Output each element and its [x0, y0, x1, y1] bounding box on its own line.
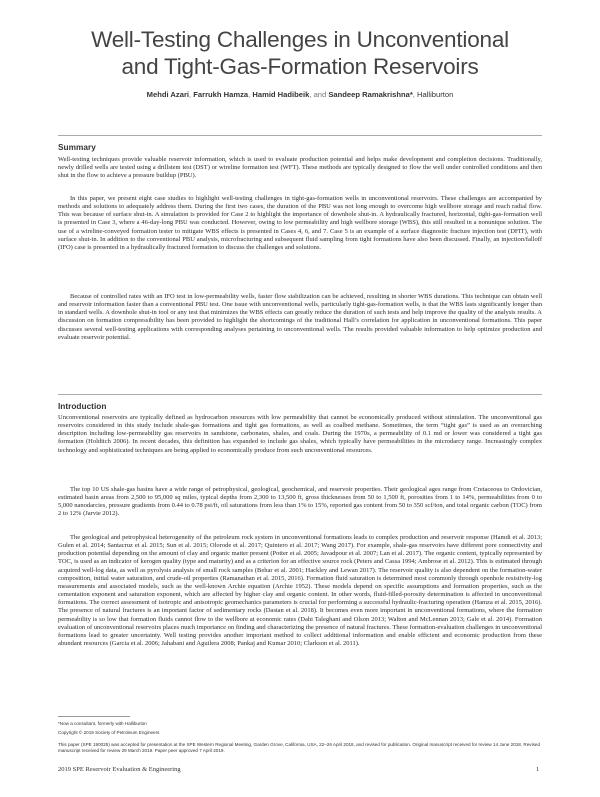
author-2: Farrukh Hamza — [193, 90, 249, 99]
introduction-paragraph-1: Unconventional reservoirs are typically defined as hydrocarbon resources with low permeability that cannot be economically produced without stimulation. The unconventional gas reservoirs considered in this study include shale-gas formations and tight gas formations, as well as coalbed methane. Sometimes, the term “tight gas” is used as an overarching description including low-permeability gas reservoirs in sandstone, carbonates, shales, and coals. During the 1970s, a permeability of 0.1 md or lower was considered a tight gas formation (Holditch 2006). In recent decades, this definition has expanded to include gas shales, which typically have permeabilities in the microdarcy range. Increasingly complex technology and sophisticated techniques are being applied to economically produce from such unconventional resources. — [58, 414, 542, 454]
journal-footer: 2019 SPE Reservoir Evaluation & Engineering — [58, 766, 181, 773]
section-rule — [58, 394, 542, 395]
footnote-rule — [58, 716, 130, 717]
footnote-publication: This paper (SPE 190025) was accepted for presentation at the SPE Western Regional Meeting, Garden Grove, California, USA, 22–26 April 2018, and revised for publication. Original manuscript received for review 14 June 2018. Revised manuscript received for review 29 March 2019. Paper peer approved 7 April 2019. — [58, 742, 541, 754]
introduction-paragraph-2: The top 10 US shale-gas basins have a wide range of petrophysical, geological, geochemical, and reservoir properties. Their geological ages range from Cretaceous to Ordovician, estimated basin areas from 2,500 to 95,000 sq miles, typical depths from 2,300 to 13,500 ft, gross thicknesses from 50 to 1,500 ft, porosities from 1 to 14%, permeabilities from 0 to 5,000 nanodarcies, pressure gradients from 0.44 to 0.78 psi/ft, oil saturations from less than 1% to 15%, reported gas content from 50 to 350 scf/ton, and total organic carbon (TOC) from 2 to 12% (Jarvie 2012). — [58, 486, 542, 518]
paper-title — [40, 26, 560, 80]
footnote-consultant: *Now a consultant, formerly with Halliburton — [58, 721, 147, 726]
summary-paragraph-3: Because of controlled rates with an IFO test in low-permeability wells, faster flow stabilization can be achieved, resulting in shorter WBS durations. This technique can obtain well and reservoir information faster than a conventional PBU test. One issue with unconventional wells, particularly tight-gas-formation wells, is that the WBS lasts significantly longer than in standard wells. A downhole shut-in tool or any test that minimizes the WBS effects can greatly reduce the duration of such tests and help improve the quality of the analysis results. A discussion on formation compressibility has been provided to highlight the shortcomings of the traditional Hall’s correlation for application in unconventional formations. This paper discusses several well-testing applications with corresponding analyses pertaining to unconventional wells. The results provided valuable information to help optimize production and evaluate reservoir potential. — [58, 293, 542, 341]
author-4: Sandeep Ramakrishna* — [328, 90, 413, 99]
summary-heading: Summary — [58, 142, 96, 152]
author-list: Mehdi Azari, Farrukh Hamza, Hamid Hadibeik, and Sandeep Ramakrishna*, Halliburton — [146, 90, 454, 99]
introduction-paragraph-3: The geological and petrophysical heterogeneity of the petroleum rock system in unconventional formations leads to complex production and reservoir response (Hamdi et al. 2013; Gulen et al. 2014; Santacruz et al. 2015; Sun et al. 2015; Olorode et al. 2017; Quintero et al. 2017; Wang 2017). For example, shale-gas reservoirs have different pore connectivity and production potential depending on the amount of clay and organic matter present (Potter et al. 2005; Javadpour et al. 2007; Lan et al. 2017). The organic content, typically represented by TOC, is used as an indicator of kerogen quality (type and maturity) and as a criterion for an effective source rock (Peters and Cassa 1994; Ambrose et al. 2012). This is estimated through acquired well-log data, as well as pyrolysis analysis of small rock samples (Behar et al. 2001; Hackley and Lewan 2017). The reservoir quality is also dependent on the formation-water composition, initial water saturation, and crude-oil properties (Ramanathan et al. 2015, 2016). Formation fluid saturation is determined most commonly through openhole resistivity-log measurements and associated models, such as the well-known Archie equation (Archie 1952). These models depend on specific assumptions and formation properties, such as the cementation exponent and saturation exponent, which are affected by higher clay and organic content. In other words, fluid-filled-porosity determination is affected in unconventional formations. The correct assessment of isotropic and anisotropic geomechanics parameters is crucial for performing a successful hydraulic-fracturing operation (Hamza et al. 2015, 2016). The presence of natural fractures is an important factor of sedimentary rocks (Dastan et al. 2018). It becomes even more important in unconventional formations, where the formation permeability is so low that formation fluids cannot flow to the wellbore at economic rates (Dahi Taleghani and Olson 2013; Walton and McLennan 2013; Gale et al. 2014). Formation evaluation of unconventional reservoirs places much importance on finding and characterizing the presence of natural fractures. These formation-evaluation challenges in unconventional formations lead to greater uncertainty. Well testing provides another important method to collect additional information and enable efficient and economic production from these abundant resources (Garcia et al. 2006; Jahabani and Aguilera 2008; Pankaj and Kumar 2010; Clarkson et al. 2011). — [58, 534, 542, 648]
introduction-heading: Introduction — [58, 401, 107, 411]
author-3: Hamid Hadibeik — [252, 90, 310, 99]
title-line-1: Well-Testing Challenges in Unconventional — [91, 27, 509, 52]
summary-paragraph-2: In this paper, we present eight case studies to highlight well-testing challenges in tight-gas-formation wells in unconventional reservoirs. These challenges are accompanied by methods and solutions to adequately address them. During the first two cases, the duration of the PBU was not long enough to overcome high wellbore storage and reach radial flow. This was because of surface shut-in. A simulation is provided for Case 2 to highlight the importance of downhole shut-in. A hydraulically fractured, horizontal, tight-gas-formation well is presented in Case 3, where a 46-day-long PBU was conducted. However, owing to low permeability and high wellbore storage (WBS), this still resulted in a nonunique solution. The use of a wireline-conveyed formation tester to mitigate WBS effects is presented in Cases 4, 6, and 7. Case 5 is an example of a surface diagnostic fracture injection test (DFIT), with surface shut-in. In addition to the conventional PBU analysis, microfracturing and subsequent fluid sampling from tight formations have also been discussed. Finally, an injection/falloff (IFO) case is presented in a hydraulically fractured formation to discuss the challenges and solutions. — [58, 195, 542, 251]
affiliation: Halliburton — [417, 90, 454, 99]
title-line-2: and Tight-Gas-Formation Reservoirs — [121, 54, 479, 79]
author-1: Mehdi Azari — [146, 90, 190, 99]
footnote-copyright: Copyright © 2019 Society of Petroleum Engineers — [58, 730, 160, 735]
top-rule — [58, 135, 542, 136]
page-number: 1 — [536, 766, 540, 773]
author-and: and — [313, 90, 327, 99]
summary-paragraph-1: Well-testing techniques provide valuable reservoir information, which is used to evaluate production potential and helps make development and completion decisions. Traditionally, newly drilled wells are tested using a drillstem test (DST) or wireline formation test (WFT). These methods are typically designed to flow the well under controlled conditions and then shut in the flow to achieve a pressure buildup (PBU). — [58, 156, 542, 180]
